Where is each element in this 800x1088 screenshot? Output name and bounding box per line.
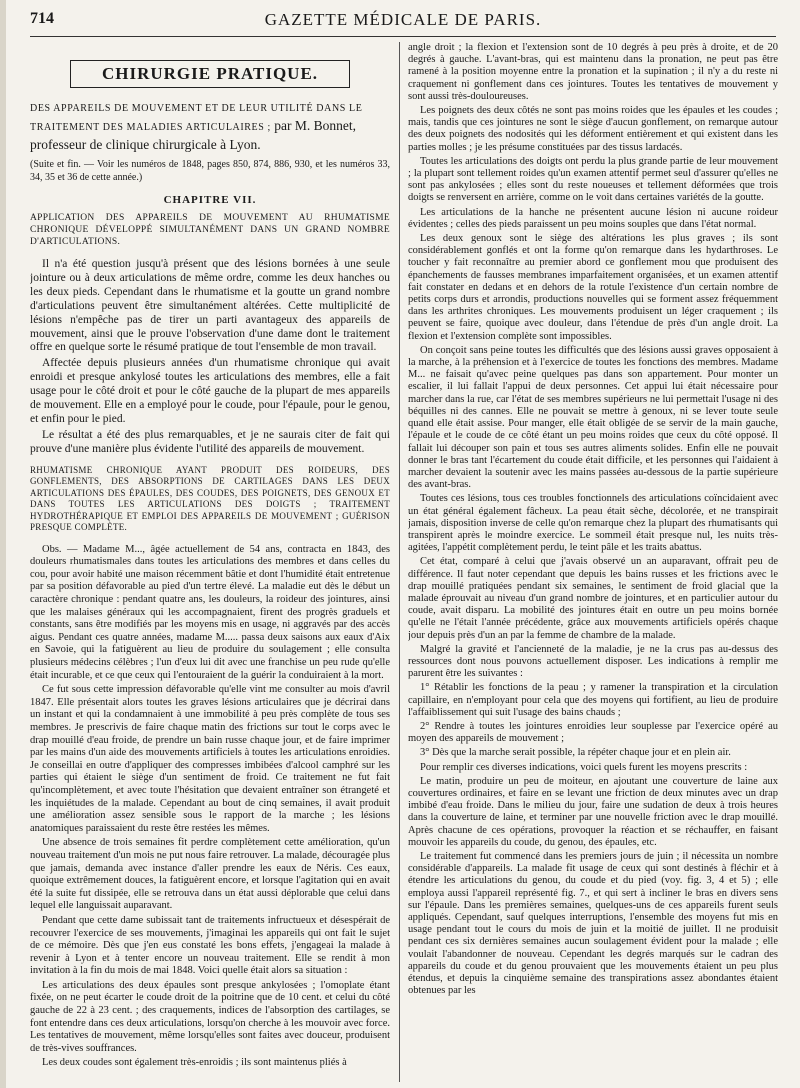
case-heading: RHUMATISME CHRONIQUE AYANT PRODUIT DES ROIDEURS, DES GONFLEMENTS, DES ABSORPTIONS DE CARTILAGES DANS LES DEUX ARTICULATIONS DES ÉPAULES, DES COUDES, DES POIGNETS, DES GENOUX ET DANS TOUTES LES ARTICULATIONS DES DOIGTS ; TRAITEMENT HYDROTHÉRAPIQUE ET EMPLOI DES APPAREILS DE MOUVEMENT ; GUÉRISON PRESQUE COMPLÈTE. (30, 464, 390, 533)
paragraph: Toutes ces lésions, tous ces troubles fonctionnels des articulations coïncidaient avec un état général également fâcheux. La peau était sèche, décolorée, et ne transpirait jamais, disposition inverse de celle qu'on remarque chez la plupart des rhumatisants qui transpirent après le moindre exercice. Le sommeil était presque nul, les nuits très-agitées, l'appétit complètement perdu, le teint pâle et les traits abattus. (408, 493, 778, 554)
intro-block (30, 258, 390, 457)
paragraph: Les deux genoux sont le siège des altérations les plus graves ; ils sont considérablement gonflés et ont la forme qu'on remarque dans les hydarthroses. Le toucher y fait reconnaître au premier abord ce gonflement mou que produisent des épanchements de fausses membranes imparfaitement organisées, et un examen attentif fait constater en dedans et en dehors de la rotule l'existence d'un certain nombre de petits corps durs et arrondis, productions nouvelles qui se forment assez fréquemment dans les arthrites chroniques. Les mouvements produisent un léger craquement ; ils peuvent se faire, quoique avec douleur, dans l'étendue de près d'un angle droit. La flexion et l'extension complète sont impossibles. (408, 233, 778, 342)
paragraph: Les deux coudes sont également très-enroidis ; ils sont maintenus pliés à (42, 1057, 347, 1069)
paragraph: Le traitement fut commencé dans les premiers jours de juin ; il nécessita un nombre considérable d'appareils. La malade fit usage de ceux qui sont destinés à fléchir et à étendre les articulations du genou, du coude et du pied (voy. fig. 3, 4 et 5) ; elle employa aussi l'appareil représenté fig. 7., et qui sert à incliner le bras en divers sens sur l'épaule. Dans les premières semaines, quelques-uns de ces appareils furent seuls appliqués. Cependant, sauf quelques interruptions, l'ensemble des moyens fut mis en usage pendant tout le cours du mois de juin et la moitié de juillet. Il ne produisit pendant ces six dernières semaines aucun soulagement évident pour la malade ; elle voulait l'abandonner de nouveau. Cependant les degrés marqués sur le cadran des appareils du coude et du genou prouvaient que les mouvements étaient un peu plus étendus, et depuis la cinquième semaine des transpirations assez abondantes étaient obtenues par les (408, 851, 778, 997)
paragraph: On conçoit sans peine toutes les difficultés que des lésions aussi graves opposaient à la marche, à la préhension et à l'exercice de toutes les fonctions des membres. Madame M... ne faisait qu'avec peine quelques pas dans son appartement. Pour monter un escalier, il lui fallait l'appui de deux personnes. Cet appui lui était nécessaire pour marcher dans la rue, car l'état de ses membres supérieurs ne lui permettait l'usage ni des béquilles ni des cannes. Elle ne pouvait se mettre à genoux, ni se lever toute seule quand elle était assise. Pour manger, elle était obligée de se servir de la main gauche, l'épaule et le coude de ce côté étant un peu moins roides que ceux du côté opposé. Il fallait lui découper son pain et tous ses autres aliments solides. Enfin elle ne pouvait donner le bras tant l'écartement du coude était difficile, et les personnes qui l'aidaient à marcher devaient la soutenir avec les mains passées au-dessous de la partie supérieure des avant-bras. (408, 344, 778, 491)
chapter-heading: CHAPITRE VII. (163, 194, 257, 206)
paragraph: Malgré la gravité et l'ancienneté de la maladie, je ne la crus pas au-dessus des ressources dont nous pouvons actuellement disposer. Les indications à remplir me parurent être les suivantes : (408, 643, 778, 680)
paragraph: Obs. — Madame M..., âgée actuellement de 54 ans, contracta en 1843, des douleurs rhumatismales dans toutes les articulations des membres et dans celles du cou, pour avoir habité une maison récemment bâtie et dont l'humidité était entretenue par sa position défavorable au pied d'un tertre élevé. La maladie eut dès le début un caractère chronique : pendant quatre ans, les douleurs, la roideur des jointures, ainsi que les malaises généraux qui les accompagnaient, firent des progrès graduels et constants, sans être modifiés par les moyens mis en usage, ni aggravés par des accès aigus. Pendant ces quatre années, madame M..... passa deux saisons aux eaux d'Aix en Savoie, qui la fatiguèrent au lieu de produire du soulagement ; elle consulta plusieurs médecins célèbres ; l'un d'eux lui dit avec une franchise un peu rude qu'elle était incurable, et ce que ceux qui l'entouraient de la guérir la conduiraient à la mort. (30, 543, 390, 681)
paragraph: Le résultat a été des plus remarquables, et je ne saurais citer de fait qui prouve d'une manière plus évidente l'utilité des appareils de mouvement. (30, 428, 390, 455)
paragraph: Les articulations de la hanche ne présentent aucune lésion ni aucune roideur évidentes ; celles des pieds paraissent un peu moins souples que dans l'état normal. (408, 206, 778, 230)
paragraph: 1° Rétablir les fonctions de la peau ; y ramener la transpiration et la circulation capillaire, en n'employant pour cela que des moyens qui fortifient, au lieu de produire l'affaiblissement qui suit l'usage des bains chauds ; (408, 682, 778, 718)
paragraph: Une absence de trois semaines fit perdre complètement cette amélioration, qu'un nouveau traitement d'un mois ne put nous faire retrouver. La malade, découragée plus que jamais, demanda avec instance d'aller prendre les eaux de Néris. Ces eaux, quoique extrêmement douces, la fatiguèrent encore, et lorsque l'agitation qui en avait été la suite fut dissipée, elle se retrouva dans un état aussi déplorable que celui dans lequel elle languissait auparavant. (30, 837, 390, 912)
paragraph: Pour remplir ces diverses indications, voici quels furent les moyens prescrits : (420, 761, 748, 773)
column-divider (399, 42, 400, 1082)
case-block (30, 544, 390, 1070)
paragraph: Pendant que cette dame subissait tant de traitements infructueux et désespérait de recouvrer l'exercice de ses mouvements, j'imaginai les appareils qui ont fait le sujet de ce mémoire. Dès que j'en eus constaté les bons effets, j'engageai la malade à revenir à Lyon et à tenter encore un nouveau traitement. Elle se rendit à mon invitation à la fin du mois de mai 1848. Voici quelle était alors sa situation : (30, 914, 390, 977)
paragraph: Les poignets des deux côtés ne sont pas moins roides que les épaules et les coudes ; mais, tandis que ces jointures ne sont le siège d'aucun gonflement, on remarque autour des deux poignets des nodosités qui les déforment entièrement et qui existent dans les parties molles ; je les présume constituées par des tissus lardacés. (408, 105, 778, 153)
journal-title: GAZETTE MÉDICALE DE PARIS. (264, 10, 542, 29)
paragraph: 3° Dès que la marche serait possible, la répéter chaque jour et en plein air. (420, 747, 731, 759)
article-title-smallcaps: DES APPAREILS DE MOUVEMENT ET DE LEUR UTILITÉ DANS LE TRAITEMENT DES MALADIES ARTICULAIRES ; (30, 103, 363, 133)
paragraph: Les articulations des deux épaules sont presque ankylosées ; l'omoplate étant fixée, on ne peut écarter le coude droit de la poitrine que de 10 cent. et celui du côté gauche de 22 à 23 cent. ; des craquements, indices de l'absorption des cartilages, se font entendre dans ces deux articulations, lorsqu'on cherche à les mouvoir avec force. Les tentatives de mouvement, même lorsqu'elles sont faites avec douceur, produisent de très-vives souffrances. (30, 979, 390, 1054)
section-heading: CHIRURGIE PRATIQUE. (70, 60, 350, 88)
continuation-note: (Suite et fin. — Voir les numéros de 1848, pages 850, 874, 886, 930, et les numéros 33, 34, 35 et 36 de cette année.) (30, 159, 390, 183)
chapter-subtitle: APPLICATION DES APPAREILS DE MOUVEMENT AU RHUMATISME CHRONIQUE DÉVELOPPÉ SIMULTANÉMENT DANS UN GRAND NOMBRE D'ARTICULATIONS. (30, 213, 390, 247)
page-number: 714 (30, 10, 54, 27)
paragraph: Toutes les articulations des doigts ont perdu la plus grande partie de leur mouvement ; la plupart sont tellement roides qu'un examen attentif permet seul d'assurer qu'elles ne sont pas ankylosées ; elles sont du reste noueuses et tellement déformées que trois doigts se renversent en arrière, comme on le voit dans certaines variétés de la goutte. (408, 155, 778, 204)
paragraph: angle droit ; la flexion et l'extension sont de 10 degrés à peu près à droite, et de 20 degrés à gauche. L'avant-bras, qui est maintenu dans la pronation, ne peut pas être ramené à la position moyenne entre la pronation et la supination ; il n'y a du reste ni craquement ni gonflement dans ces jointures. Toutes les tentatives de mouvement y sont aussi très-douloureuses. (408, 42, 778, 102)
paragraph: Affectée depuis plusieurs années d'un rhumatisme chronique qui avait enroidi et presque ankylosé toutes les articulations des membres, elle a fait usage pour le côté droit et pour le côté gauche de la plupart de mes appareils de mouvement. Elle en a employé pour le coude, pour l'épaule, pour le genou, et enfin pour le pied. (30, 357, 390, 425)
article-title-author: par M. Bonnet, professeur de clinique chirurgicale à Lyon. (30, 118, 357, 152)
paragraph: Il n'a été question jusqu'à présent que des lésions bornées à une seule jointure ou à deux articulations de même ordre, comme les deux hanches ou les deux pieds. Cependant dans le rhumatisme et la goutte un grand nombre d'articulations peuvent être simultanément altérées. Cette multiplicité de lésions n'empêche pas de tirer un parti avantageux des appareils de mouvement, ainsi que le prouve l'observation d'une dame dont le traitement offre en quelque sorte le résumé pratique de tout l'ensemble de mon travail. (30, 258, 390, 354)
paragraph: Ce fut sous cette impression défavorable qu'elle vint me consulter au mois d'avril 1847. Elle présentait alors toutes les graves lésions articulaires que je décrirai dans un instant et qui la condamnaient à une immobilité à peu près complète de tous ses membres. Je prescrivis de faire chaque matin des frictions sur tout le corps avec le drap mouillé d'eau froide, de prendre un bain russe chaque jour, et de faire imprimer par les mains d'un aide des mouvements artificiels à toutes les articulations enroidies. Je conseillai en outre d'appliquer des compresses imbibées d'alcool camphré sur les parties qui étaient le siège d'un sentiment de froid. Ce traitement ne fut fait qu'incomplètement, et avec toute l'hésitation que devaient entraîner son étrangeté et les inquiétudes de la malade. Cependant au bout de cinq semaines, il avait produit une amélioration assez sensible sous le rapport de la marche ; les lésions anatomiques paraissaient du reste être restées les mêmes. (30, 684, 390, 834)
right-column (408, 42, 778, 1082)
paragraph: Cet état, comparé à celui que j'avais observé un an auparavant, offrait peu de différence. Il faut noter cependant que depuis les bains russes et les frictions avec le drap mouillé pratiquées pendant six semaines, le sentiment de froid glacial que la malade éprouvait au niveau d'un grand nombre de jointures, et en particulier autour du coude, avait disparu. La mobilité des jointures était en outre un peu moins bornée qu'elle ne l'était l'année précédente, grâce aux mouvements artificiels opérés chaque jour depuis près d'un an par la femme de chambre de la malade. (408, 556, 778, 641)
page-spine-shadow (0, 0, 6, 1088)
left-column (30, 42, 390, 1082)
running-header (30, 6, 776, 37)
paragraph: 2° Rendre à toutes les jointures enroidies leur souplesse par l'exercice opéré au moyen des appareils de mouvement ; (408, 720, 778, 745)
article-title (30, 98, 390, 153)
paragraph: Le matin, produire un peu de moiteur, en ajoutant une couverture de laine aux couvertures ordinaires, et faire en se levant une friction de deux minutes avec un drap imbibé d'eau froide. Dans le milieu du jour, faire une sudation de deux à trois heures dans la couverture de laine, et terminer par une nouvelle friction avec le drap mouillé. Après chacune de ces opérations, provoquer la réaction et se réchauffer, en faisant mouvoir les appareils du coude, du genou, des épaules, etc. (408, 775, 778, 848)
